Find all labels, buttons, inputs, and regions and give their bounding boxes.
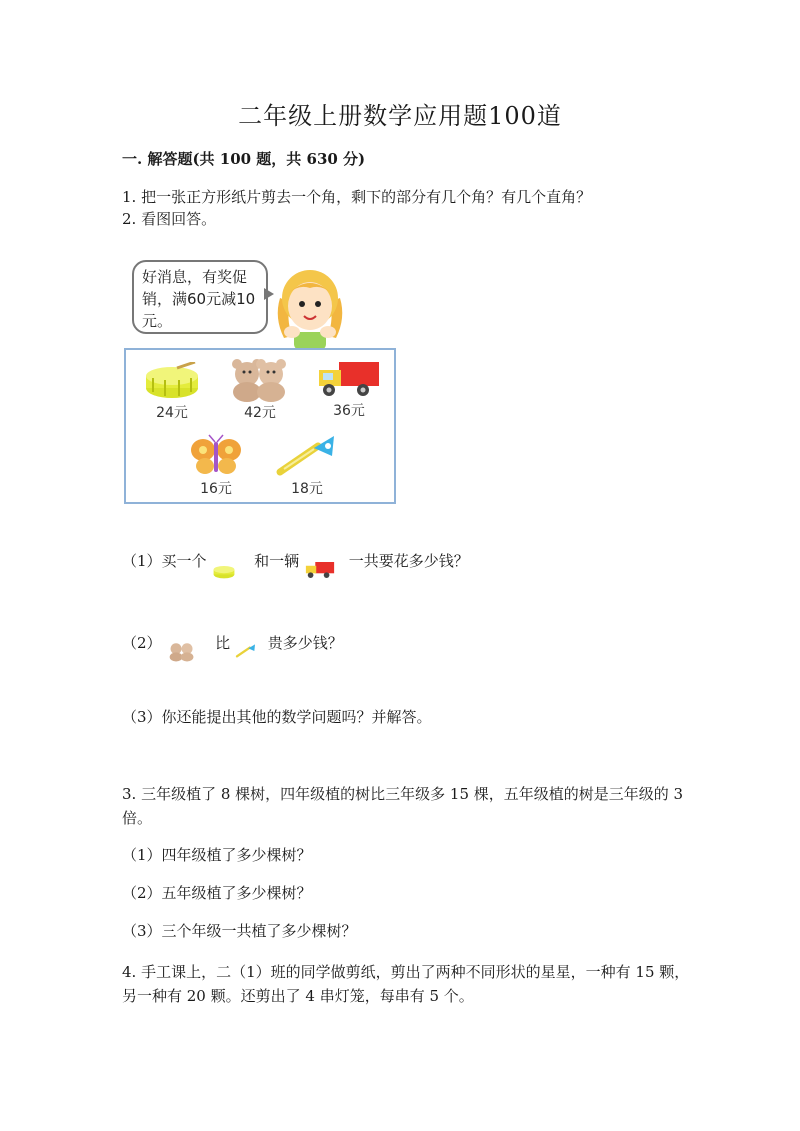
teddy-bear-icon: [225, 356, 295, 402]
price-label: 42元: [244, 405, 276, 421]
trumpet-thumbnail: [235, 642, 263, 664]
teddy-bear-icon: [166, 640, 198, 662]
question-3-3: （3）三个年级一共植了多少棵树？: [122, 922, 357, 940]
question-2-2-suffix: 贵多少钱？: [267, 634, 343, 652]
question-2-2-prefix: （2）: [122, 634, 162, 652]
question-2-2-middle: 比: [215, 634, 231, 652]
question-2-1-suffix: 一共要花多少钱？: [348, 552, 469, 570]
question-2-1: [122, 546, 469, 586]
drum-icon: [211, 564, 237, 580]
item-teddy-bear: [224, 356, 296, 422]
price-label: 18元: [291, 481, 323, 497]
question-3-2: （2）五年级植了多少棵树？: [122, 884, 312, 902]
drum-thumbnail: [211, 564, 249, 584]
question-4: 4. 手工课上，二（1）班的同学做剪纸，剪出了两种不同形状的星星，一种有 15 颗，另一种有 20 颗。还剪出了 4 串灯笼，每串有 5 个。: [122, 963, 690, 1005]
question-3: 3. 三年级植了 8 棵树，四年级植的树比三年级多 15 棵，五年级植的树是三年级的 3 倍。: [122, 785, 684, 827]
question-2-3: （3）你还能提出其他的数学问题吗？并解答。: [122, 708, 432, 726]
trumpet-icon: [274, 434, 340, 478]
toy-truck-icon: [315, 358, 383, 400]
page-title: 二年级上册数学应用题100道: [238, 102, 562, 130]
question-2-1-prefix: （1）买一个: [122, 552, 207, 570]
question-1: 1. 把一张正方形纸片剪去一个角，剩下的部分有几个角？有几个直角？: [122, 188, 592, 206]
trumpet-icon: [235, 642, 257, 660]
question-2-1-middle: 和一辆: [254, 552, 300, 570]
speech-bubble: 好消息，有奖促销，满60元减10元。: [132, 260, 268, 334]
question-2-2: [122, 626, 343, 668]
drum-icon: [143, 362, 201, 402]
price-label: 16元: [200, 481, 232, 497]
truck-thumbnail: [304, 560, 344, 584]
question-3-1: （1）四年级植了多少棵树？: [122, 846, 312, 864]
item-trumpet: [272, 434, 342, 498]
price-label: 24元: [156, 405, 188, 421]
butterfly-icon: [187, 434, 245, 478]
item-butterfly: [186, 434, 246, 498]
question-2: 2. 看图回答。: [122, 210, 217, 228]
girl-icon: [270, 258, 350, 350]
item-drum: [142, 362, 202, 422]
price-label: 36元: [333, 403, 365, 419]
toy-truck-icon: [304, 560, 336, 580]
section-heading: 一. 解答题(共 100 题，共 630 分): [122, 150, 366, 168]
bear-thumbnail: [166, 640, 210, 666]
price-board: [124, 348, 396, 504]
shop-figure: [124, 258, 398, 506]
item-toy-truck: [314, 358, 384, 420]
